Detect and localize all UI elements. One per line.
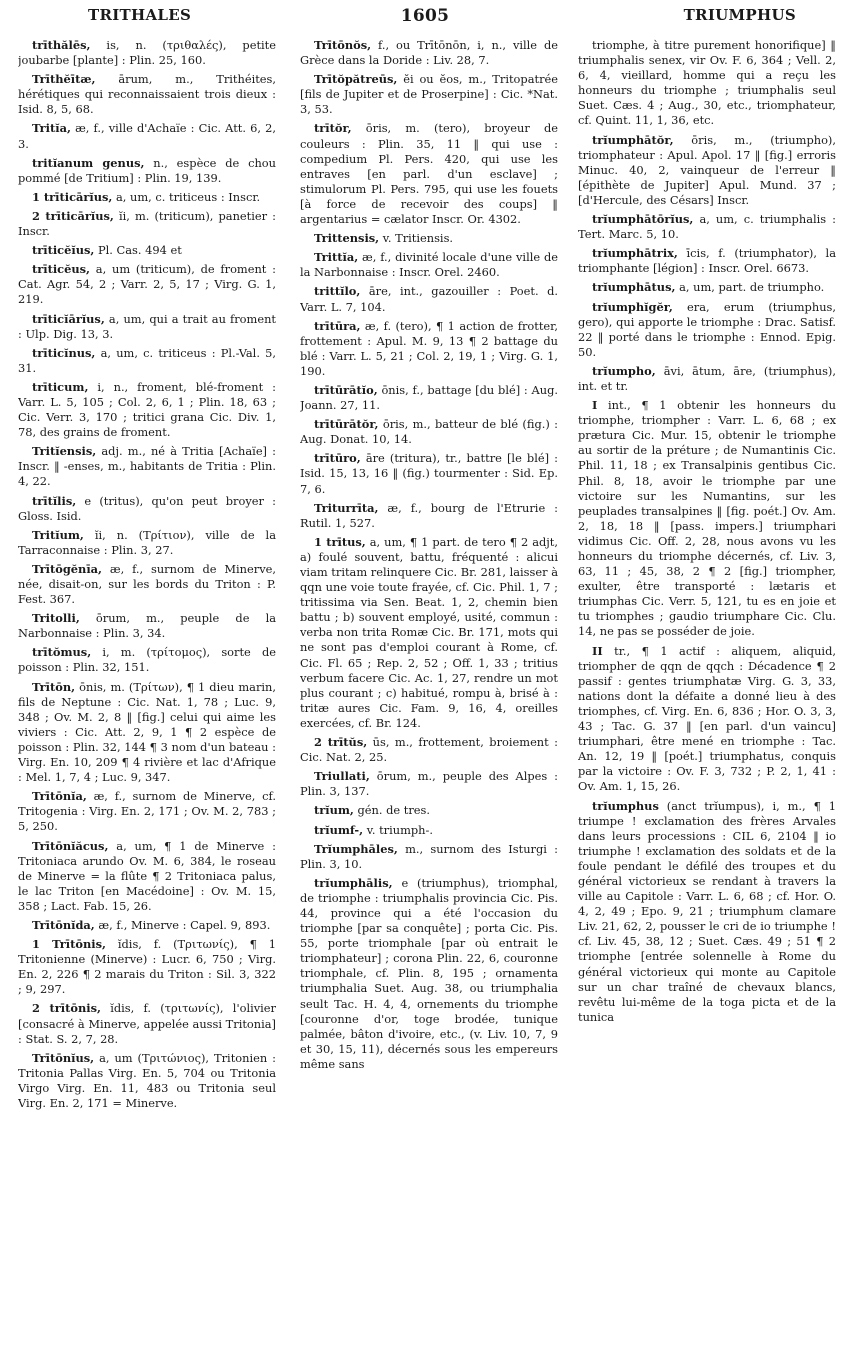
dictionary-entry xyxy=(578,300,836,360)
entry-definition: m., surnom des Isturgi : Plin. 3, 10. xyxy=(300,841,558,871)
entry-headword: trītūra, xyxy=(314,318,361,333)
entry-headword: trĭumphātrix, xyxy=(592,246,678,261)
entry-headword: trĭumphātōrĭus, xyxy=(592,212,694,227)
dictionary-entry xyxy=(18,528,276,558)
entry-definition: āre, int., gazouiller : Poet. d. Varr. L. 7, 104. xyxy=(300,284,558,314)
dictionary-entry xyxy=(18,789,276,834)
entry-definition: ōnis, f., battage [du blé] : Aug. Joann. 27, 11. xyxy=(300,382,558,413)
column-2 xyxy=(300,38,558,1344)
entry-headword: trĭumphus xyxy=(592,798,659,813)
column-3 xyxy=(578,38,836,1344)
entry-definition: a, um, ¶ 1 part. de tero ¶ 2 adjt, a) foulé souvent, battu, fréquenté : alicui viam tritam relinquere Cic. Br. 281, laisser à qqn une voie toute frayée, cf. Cic. Phil. 1, 7 ; tritissima via Sen. Beat. 1, 2, chemin bien battu ; b) souvent employé, usité, commun : verba non trita Romæ Cic. Br. 171, mots qui ne sont pas d'emploi courant à Rome, cf. Cic. Fl. 65 ; Rep. 2, 52 ; Off. 1, 33 ; tritius verbum facere Cic. Ac. 1, 27, rendre un mot plus courant ; c) habitué, rompu à, brisé à : tritæ aures Cic. Fam. 9, 16, 4, oreilles exercées, cf. Br. 124. xyxy=(300,534,558,730)
dictionary-entry xyxy=(18,680,276,786)
entry-definition: æ, f., divinité locale d'une ville de la Narbonnaise : Inscr. Orel. 2460. xyxy=(300,250,558,280)
entry-headword: Trītōnĭa, xyxy=(32,789,87,804)
dictionary-entry xyxy=(578,212,836,242)
entry-headword: trīticĭārĭus, xyxy=(32,311,105,326)
entry-headword: trĭumpho, xyxy=(592,363,656,378)
entry-definition: v. Tritiensis. xyxy=(379,231,454,246)
entry-headword: tritĭanum genus, xyxy=(32,155,145,170)
entry-headword: Trĭumphāles, xyxy=(314,841,398,856)
entry-definition: v. triumph-. xyxy=(363,822,433,837)
dictionary-entry xyxy=(300,451,558,496)
entry-definition: gén. de tres. xyxy=(353,803,431,818)
entry-definition: æ, f., surnom de Minerve, cf. Tritogenia : Virg. En. 2, 171 ; Ov. M. 2, 783 ; 5, 250. xyxy=(18,789,276,834)
entry-headword: 1 Trītōnis, xyxy=(32,937,106,952)
entry-definition: Pl. Cas. 494 et xyxy=(94,243,182,258)
entry-headword: trīthălēs, xyxy=(32,38,91,52)
entry-definition: æ, f., bourg de l'Etrurie : Rutil. 1, 527. xyxy=(300,500,558,530)
entry-definition: ūs, m., frottement, broiement : Cic. Nat. 2, 25. xyxy=(300,735,558,765)
entry-definition: ōrum, m., peuple des Alpes : Plin. 3, 137. xyxy=(300,769,558,799)
entry-headword: Trītōnĭus, xyxy=(32,1050,95,1065)
dictionary-entry xyxy=(18,38,276,68)
entry-definition: æ, f., ville d'Achaïe : Cic. Att. 6, 2, 3. xyxy=(18,121,276,151)
entry-headword: 2 trītōnis, xyxy=(32,1001,101,1016)
entry-headword: Tritĭensis, xyxy=(32,444,97,459)
entry-definition: triomphe, à titre purement honorifique] ‖ triumphalis senex, vir Ov. F. 6, 364 ; Vell. 2, 6, 4, vieillard, homme qui a reçu les honneurs du triomphe ; triumphalis seul Suet. Cæs. 4 ; Aug., 30, etc., triomphateur, cf. Quint. 11, 1, 36, etc. xyxy=(578,38,836,128)
entry-headword: trīticĭnus, xyxy=(32,345,96,360)
entry-headword: trĭumphātŏr, xyxy=(592,132,674,147)
entry-definition: ōnis, m. (Τρίτων), ¶ 1 dieu marin, fils de Neptune : Cic. Nat. 1, 78 ; Luc. 9, 348 ; Ov. M. 2, 8 ‖ [fig.] celui qui aime les viviers : Cic. Att. 2, 9, 1 ¶ 2 espèce de poisson : Plin. 32, 144 ¶ 3 nom d'un bateau : Virg. En. 10, 209 ¶ 4 rivière et lac d'Afrique : Mel. 1, 7, 4 ; Luc. 9, 347. xyxy=(18,679,276,785)
dictionary-entry xyxy=(300,38,558,68)
entry-headword: Triullati, xyxy=(314,769,370,784)
entry-definition: n., espèce de chou pommé [de Tritium] : Plin. 19, 139. xyxy=(18,155,276,185)
dictionary-entry xyxy=(18,262,276,307)
entry-definition: f., ou Trītōnōn, i, n., ville de Grèce dans la Doride : Liv. 28, 7. xyxy=(300,38,558,68)
entry-definition: is, n. (τριθαλές), petite joubarbe [plante] : Plin. 25, 160. xyxy=(18,38,276,68)
dictionary-entry xyxy=(300,769,558,799)
entry-definition: īcis, f. (triumphator), la triomphante [légion] : Inscr. Orel. 6673. xyxy=(578,246,836,276)
entry-definition: e (tritus), qu'on peut broyer : Gloss. Isid. xyxy=(18,493,276,523)
dictionary-entry xyxy=(18,190,276,205)
dictionary-entry xyxy=(578,246,836,276)
dictionary-entry xyxy=(300,823,558,838)
entry-headword: trīticum, xyxy=(32,379,89,394)
dictionary-entry xyxy=(300,842,558,872)
entry-headword: Trittĭa, xyxy=(314,250,359,265)
entry-definition: i, n., froment, blé-froment : Varr. L. 5, 105 ; Col. 2, 6, 1 ; Plin. 18, 63 ; Cic. Verr. 3, 170 ; tritici grana Cic. Div. 1, 78, des grains de froment. xyxy=(18,379,276,440)
dictionary-entry xyxy=(300,72,558,117)
entry-definition: āre (tritura), tr., battre [le blé] : Isid. 15, 13, 16 ‖ (fig.) tourmenter : Sid. Ep. 7, 6. xyxy=(300,451,558,496)
entry-headword: trīticĕus, xyxy=(32,262,91,277)
dictionary-entry xyxy=(18,645,276,675)
entry-definition: i, m. (τρίτομος), sorte de poisson : Plin. 32, 151. xyxy=(18,645,276,675)
dictionary-entry xyxy=(300,231,558,246)
entry-definition: ōrum, m., peuple de la Narbonnaise : Plin. 3, 34. xyxy=(18,611,276,641)
entry-definition: e (triumphus), triomphal, de triomphe : triumphalis provincia Cic. Pis. 44, province qui a été l'occasion du triomphe [par sa conquête] ; porta Cic. Pis. 55, porte triomphale [par où entrait le triomphateur] ; corona Plin. 22, 6, couronne triomphale, cf. Plin. 8, 195 ; ornamenta triumphalia Suet. Aug. 38, ou triumphalia seult Tac. H. 4, 4, ornements du triomphe [couronne d'or, toge brodée, tunique palmée, bâton d'ivoire, etc., (v. Liv. 10, 7, 9 et 30, 15, 11), décernés sous les empereurs même sans xyxy=(300,875,558,1071)
entry-headword: trĭumf-, xyxy=(314,822,364,837)
dictionary-entry xyxy=(300,417,558,447)
entry-definition: æ, f. (tero), ¶ 1 action de frotter, frottement : Apul. M. 9, 13 ¶ 2 battage du blé : Varr. L. 5, 21 ; Col. 2, 19, 1 ; Virg. G. 1, 190. xyxy=(300,318,558,378)
entry-headword: II xyxy=(592,643,603,658)
entry-definition: adj. m., né à Tritia [Achaïe] : Inscr. ‖ -enses, m., habitants de Tritia : Plin. 4, 22. xyxy=(18,444,276,489)
entry-headword: trītūrātŏr, xyxy=(314,417,379,432)
entry-definition: æ, f., Minerve : Capel. 9, 893. xyxy=(94,917,271,932)
entry-headword: trītĭlis, xyxy=(32,493,77,508)
entry-headword: 1 trīticārĭus, xyxy=(32,189,113,204)
dictionary-entry xyxy=(18,839,276,914)
entry-definition: era, erum (triumphus, gero), qui apporte le triomphe : Drac. Satisf. 22 ‖ porté dans le triomphe : Ennod. Epig. 50. xyxy=(578,299,836,359)
entry-headword: Trītōnŏs, xyxy=(314,38,372,52)
entry-definition: æ, f., surnom de Minerve, née, disait-on, sur les bords du Triton : P. Fest. 367. xyxy=(18,561,276,607)
dictionary-entry xyxy=(18,209,276,239)
dictionary-entry xyxy=(300,319,558,379)
entry-definition: ōris, m., batteur de blé (fig.) : Aug. Donat. 10, 14. xyxy=(300,417,558,447)
entry-headword: Trītŏpătreūs, xyxy=(314,72,398,87)
dictionary-entry xyxy=(18,494,276,524)
entry-definition: a, um, part. de triumpho. xyxy=(675,280,825,295)
dictionary-entry xyxy=(18,1051,276,1111)
entry-headword: trītūro, xyxy=(314,451,361,466)
entry-headword: 2 trītŭs, xyxy=(314,735,368,750)
entry-definition: ōris, m., (triumpho), triomphateur : Apul. Apol. 17 ‖ [fig.] erroris Minuc. 40, 2, vainqueur de l'erreur ‖ [épithète de Jupiter] Apul. Mund. 37 ; [d'Hercule, des Césars] Inscr. xyxy=(578,132,836,207)
entry-definition: a, um, c. triumphalis : Tert. Marc. 5, 10. xyxy=(578,212,836,242)
dictionary-entry xyxy=(300,803,558,818)
dictionary-entry xyxy=(18,312,276,342)
dictionary-entry xyxy=(300,876,558,1072)
entry-definition: a, um (Τριτώνιος), Tritonien : Tritonia Pallas Virg. En. 5, 704 ou Tritonia Virgo Virg. En. 11, 483 ou Tritonia seul Virg. En. 2, 171 = Minerve. xyxy=(18,1050,276,1110)
dictionary-entry xyxy=(578,398,836,640)
entry-headword: Trītōn, xyxy=(32,679,76,694)
dictionary-entry xyxy=(300,535,558,731)
dictionary-entry xyxy=(578,799,836,1025)
entry-headword: Tritĭa, xyxy=(32,121,71,136)
dictionary-entry xyxy=(18,156,276,186)
entry-definition: a, um (triticum), de froment : Cat. Agr. 54, 2 ; Varr. 2, 5, 17 ; Virg. G. 1, 219. xyxy=(18,262,276,307)
dictionary-entry xyxy=(18,1001,276,1046)
entry-headword: Tritĭum, xyxy=(32,527,84,542)
dictionary-entry xyxy=(300,735,558,765)
dictionary-entry xyxy=(18,444,276,489)
dictionary-entry xyxy=(578,38,836,129)
entry-definition: ĭdis, f. (Τριτωνίς), ¶ 1 Tritonienne (Minerve) : Lucr. 6, 750 ; Virg. En. 2, 226 ¶ 2 marais du Triton : Sil. 3, 322 ; 9, 297. xyxy=(18,937,276,997)
dictionary-entry xyxy=(578,644,836,795)
entry-headword: Trītōgĕnīa, xyxy=(32,561,103,576)
entry-definition: a, um, ¶ 1 de Minerve : Tritoniaca arundo Ov. M. 6, 384, le roseau de Minerve = la flûte ¶ 2 Tritoniaca palus, le lac Triton [en Macédoine] : Ov. M. 15, 358 ; Lact. Fab. 15, 26. xyxy=(18,838,276,913)
entry-headword: trĭumphālis, xyxy=(314,875,393,890)
entry-headword: I xyxy=(592,398,598,413)
dictionary-entry xyxy=(18,121,276,151)
column-1 xyxy=(18,38,276,1344)
entry-definition: āvi, ātum, āre, (triumphus), int. et tr. xyxy=(578,363,836,393)
entry-definition: ārum, m., Trithéites, hérétiques qui reconnaissaient trois dieux : Isid. 8, 5, 68. xyxy=(18,72,276,117)
dictionary-entry xyxy=(18,918,276,933)
dictionary-entry xyxy=(18,243,276,258)
entry-definition: a, um, c. triticeus : Inscr. xyxy=(112,189,261,204)
entry-definition: ĭdis, f. (τριτωνίς), l'olivier [consacré à Minerve, appelée aussi Tritonia] : Stat. S. 2, 7, 28. xyxy=(18,1001,276,1046)
entry-headword: Trītōnĭda, xyxy=(32,917,95,932)
entry-definition: a, um, qui a trait au froment : Ulp. Dig. 13, 3. xyxy=(18,311,276,341)
entry-headword: Triturrīta, xyxy=(314,500,379,515)
entry-definition: int., ¶ 1 obtenir les honneurs du triomphe, triompher : Varr. L. 6, 68 ; ex prætura Cic. Mur. 15, obtenir le triomphe au sortir de la préture ; de Numantinis Cic. Phil. 11, 18 ; ex Transalpinis gentibus Cic. Phil. 8, 18, avoir le triomphe par une victoire sur les Numantins, sur les peuplades transalpines ‖ [fig. poét.] Ov. Am. 2, 18, 18 ‖ [pass. impers.] triumphari vidimus Cic. Off. 2, 28, nous avons vu les honneurs du triomphe décernés, cf. Liv. 3, 63, 11 ; 45, 38, 2 ¶ 2 [fig.] triompher, exulter, être transporté : lætaris et triumphas Cic. Verr. 5, 121, tu es en joie et tu triomphes ; gaudio triumphare Cic. Clu. 14, ne pas se posséder de joie. xyxy=(578,398,836,639)
dictionary-entry xyxy=(18,937,276,997)
entry-headword: trīticĕĭus, xyxy=(32,243,95,258)
dictionary-entry xyxy=(300,383,558,413)
entry-headword: Trīthĕītæ, xyxy=(32,72,96,87)
dictionary-entry xyxy=(18,562,276,607)
dictionary-entry xyxy=(18,72,276,117)
page-number: 1605 xyxy=(400,6,450,26)
entry-headword: trītŏmus, xyxy=(32,645,92,660)
entry-headword: Trittensis, xyxy=(314,231,380,246)
header-last-headword: TRIUMPHUS xyxy=(683,6,796,24)
entry-headword: trītŏr, xyxy=(314,121,352,136)
entry-headword: trītūrātĭo, xyxy=(314,382,378,397)
header-first-headword: TRITHALES xyxy=(88,6,192,24)
dictionary-entry xyxy=(18,346,276,376)
entry-definition: ĕi ou ĕos, m., Tritopatrée [fils de Jupiter et de Proserpine] : Cic. *Nat. 3, 53. xyxy=(300,72,558,117)
dictionary-entry xyxy=(300,501,558,531)
entry-definition: ōris, m. (tero), broyeur de couleurs : Plin. 35, 11 ‖ qui use : compedium Pl. Pers. 420, qui use les entraves [en parl. d'un esclave] ; stimulorum Pl. Pers. 795, qui use les fouets [à force de recevoir des coups] ‖ argentarius = cælator Inscr. Or. 4302. xyxy=(300,121,558,227)
entry-headword: 2 trīticārĭus, xyxy=(32,208,114,223)
entry-definition: ĭi, m. (triticum), panetier : Inscr. xyxy=(18,208,276,239)
dictionary-entry xyxy=(18,380,276,440)
entry-headword: Trītōnĭăcus, xyxy=(32,838,109,853)
dictionary-entry xyxy=(578,364,836,394)
entry-definition: ĭi, n. (Τρίτιον), ville de la Tarraconnaise : Plin. 3, 27. xyxy=(18,527,276,557)
dictionary-entry xyxy=(18,611,276,641)
entry-headword: Tritolli, xyxy=(32,611,80,626)
dictionary-entry xyxy=(300,121,558,227)
entry-headword: 1 trītus, xyxy=(314,534,366,549)
entry-headword: trittĭlo, xyxy=(314,284,361,299)
entry-headword: trĭumphĭgĕr, xyxy=(592,299,673,314)
dictionary-entry xyxy=(578,133,836,208)
entry-definition: a, um, c. triticeus : Pl.-Val. 5, 31. xyxy=(18,345,276,375)
dictionary-entry xyxy=(300,250,558,280)
dictionary-entry xyxy=(578,280,836,295)
entry-definition: (anct trĭumpus), i, m., ¶ 1 triumpe ! exclamation des frères Arvales dans leurs processions : CIL 6, 2104 ‖ io triumphe ! exclamation des soldats et de la foule pendant le défilé des troupes et du général victorieux se rendant à travers la ville au Capitole : Varr. L. 6, 68 ; cf. Hor. O. 4, 2, 49 ; Epo. 9, 21 ; triumphum clamare Liv. 21, 62, 2, pousser le cri de io triumphe ! cf. Liv. 45, 38, 12 ; Suet. Cæs. 49 ; 51 ¶ 2 triomphe [entrée solennelle à Rome du général victorieux qui monte au Capitole sur un char traîné de chevaux blancs, revêtu lui-même de la toga picta et de la tunica xyxy=(578,798,836,1024)
page-header xyxy=(22,6,828,32)
dictionary-entry xyxy=(300,284,558,314)
entry-headword: trĭum, xyxy=(314,803,354,818)
entry-headword: trĭumphātus, xyxy=(592,280,676,295)
entry-definition: tr., ¶ 1 actif : aliquem, aliquid, triompher de qqn de qqch : Décadence ¶ 2 passif : gentes triumphatæ Virg. G. 3, 33, nations dont la défaite a donné lieu à des triomphes, cf. Virg. En. 6, 836 ; Hor. O. 3, 3, 43 ; Tac. G. 37 ‖ [en parl. d'un vaincu] triumphari, être mené en triomphe : Tac. An. 12, 19 ‖ [poét.] triumphatus, conquis par la victoire : Ov. F. 3, 732 ; P. 2, 1, 41 : Ov. Am. 1, 15, 26. xyxy=(578,643,836,794)
